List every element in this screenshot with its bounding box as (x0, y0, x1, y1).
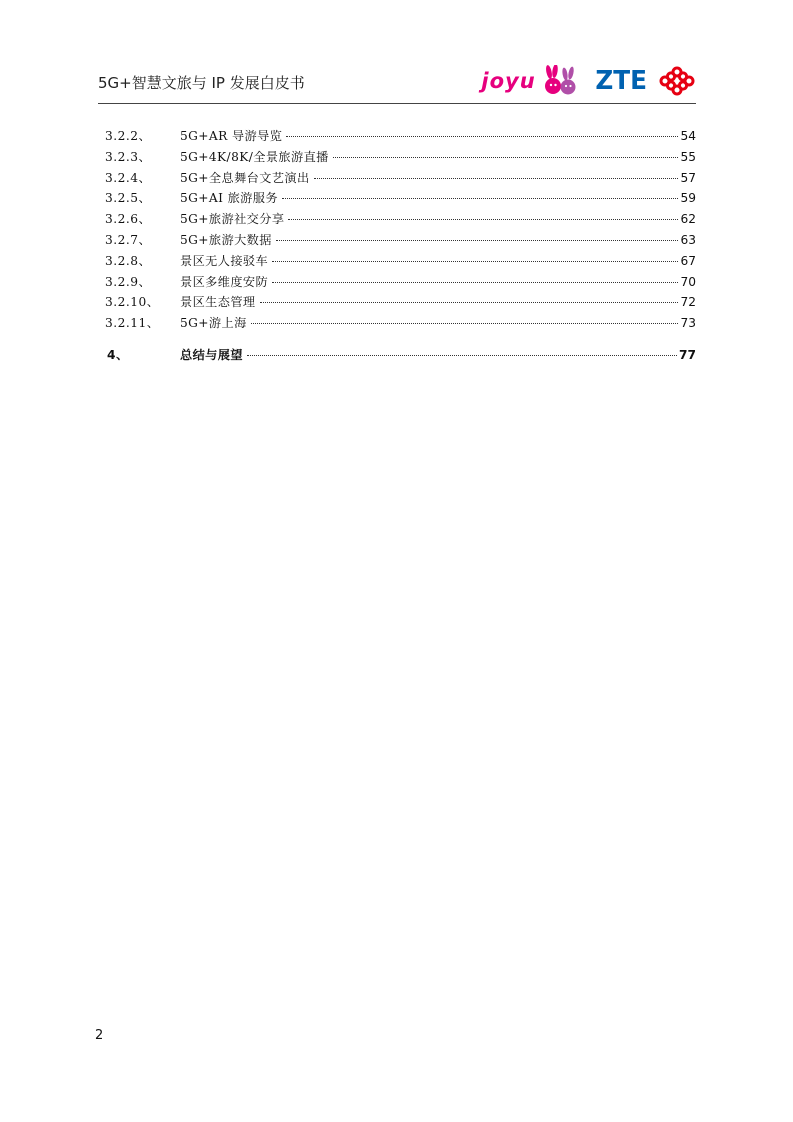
toc-dot-leader (282, 198, 679, 199)
toc-dot-leader (288, 219, 678, 220)
joyu-wordmark: joyu (481, 69, 536, 93)
zte-wordmark: ZTE (594, 66, 647, 96)
toc-entry-title: 5G+4K/8K/全景旅游直播 (180, 149, 329, 164)
toc-entry-page: 73 (680, 316, 696, 331)
table-of-contents (105, 126, 696, 366)
toc-entry[interactable] (105, 272, 696, 293)
toc-dot-leader (272, 261, 678, 262)
toc-entry-title: 景区生态管理 (180, 295, 256, 310)
toc-entry-page: 55 (680, 149, 696, 164)
toc-entry[interactable] (105, 209, 696, 230)
toc-entry-number: 3.2.2、 (105, 129, 152, 143)
toc-entry-number: 3.2.11、 (105, 316, 160, 331)
toc-entry-page: 70 (680, 274, 696, 289)
toc-entry-page: 77 (679, 347, 696, 362)
toc-dot-leader (276, 240, 679, 241)
toc-entry-title: 5G+AI 旅游服务 (180, 191, 278, 206)
toc-entry[interactable] (105, 188, 696, 209)
header-divider (98, 103, 696, 104)
toc-entry-number: 4、 (107, 347, 129, 362)
toc-entry-number: 3.2.4、 (105, 170, 152, 185)
toc-dot-leader (251, 323, 679, 324)
toc-entry-title: 5G+AR 导游导览 (180, 129, 283, 143)
toc-dot-leader (272, 282, 678, 283)
toc-entry-title: 5G+全息舞台文艺演出 (180, 170, 310, 185)
toc-dot-leader (333, 157, 679, 158)
toc-entry[interactable] (105, 292, 696, 313)
page-number: 2 (95, 1028, 104, 1043)
toc-section-entry[interactable] (105, 345, 696, 366)
partner-logos (481, 62, 696, 100)
toc-entry-page: 63 (680, 232, 696, 247)
toc-entry-page: 72 (680, 295, 696, 310)
toc-entry-title: 景区无人接驳车 (180, 253, 269, 268)
toc-entry[interactable] (105, 126, 696, 147)
toc-entry-number: 3.2.6、 (105, 212, 152, 227)
toc-entry[interactable] (105, 230, 696, 251)
toc-entry-number: 3.2.7、 (105, 232, 152, 247)
toc-entry-number: 3.2.3、 (105, 149, 152, 164)
toc-entry-page: 54 (680, 129, 696, 143)
page-header (98, 62, 696, 102)
toc-entry-page: 59 (680, 191, 696, 206)
toc-entry-number: 3.2.8、 (105, 253, 152, 268)
toc-entry[interactable] (105, 168, 696, 189)
toc-entry-page: 62 (680, 212, 696, 227)
toc-entry-page: 67 (680, 253, 696, 268)
china-unicom-knot-icon (658, 66, 696, 96)
toc-dot-leader (286, 136, 678, 137)
toc-entry-title: 5G+游上海 (180, 316, 247, 331)
toc-entry[interactable] (105, 313, 696, 334)
toc-entry-title: 5G+旅游社交分享 (180, 212, 285, 227)
toc-dot-leader (260, 302, 679, 303)
toc-entry[interactable] (105, 251, 696, 272)
toc-entry[interactable] (105, 147, 696, 168)
toc-entry-number: 3.2.9、 (105, 274, 152, 289)
toc-entry-number: 3.2.5、 (105, 191, 152, 206)
toc-entry-number: 3.2.10、 (105, 295, 160, 310)
toc-entry-page: 57 (680, 170, 696, 185)
document-title: 5G+智慧文旅与 IP 发展白皮书 (98, 74, 305, 92)
rabbit-logo-icon (540, 65, 580, 97)
toc-entry-title: 景区多维度安防 (180, 274, 269, 289)
toc-dot-leader (247, 355, 677, 356)
toc-entry-title: 5G+旅游大数据 (180, 232, 272, 247)
toc-dot-leader (314, 178, 679, 179)
toc-entry-title: 总结与展望 (180, 347, 243, 362)
